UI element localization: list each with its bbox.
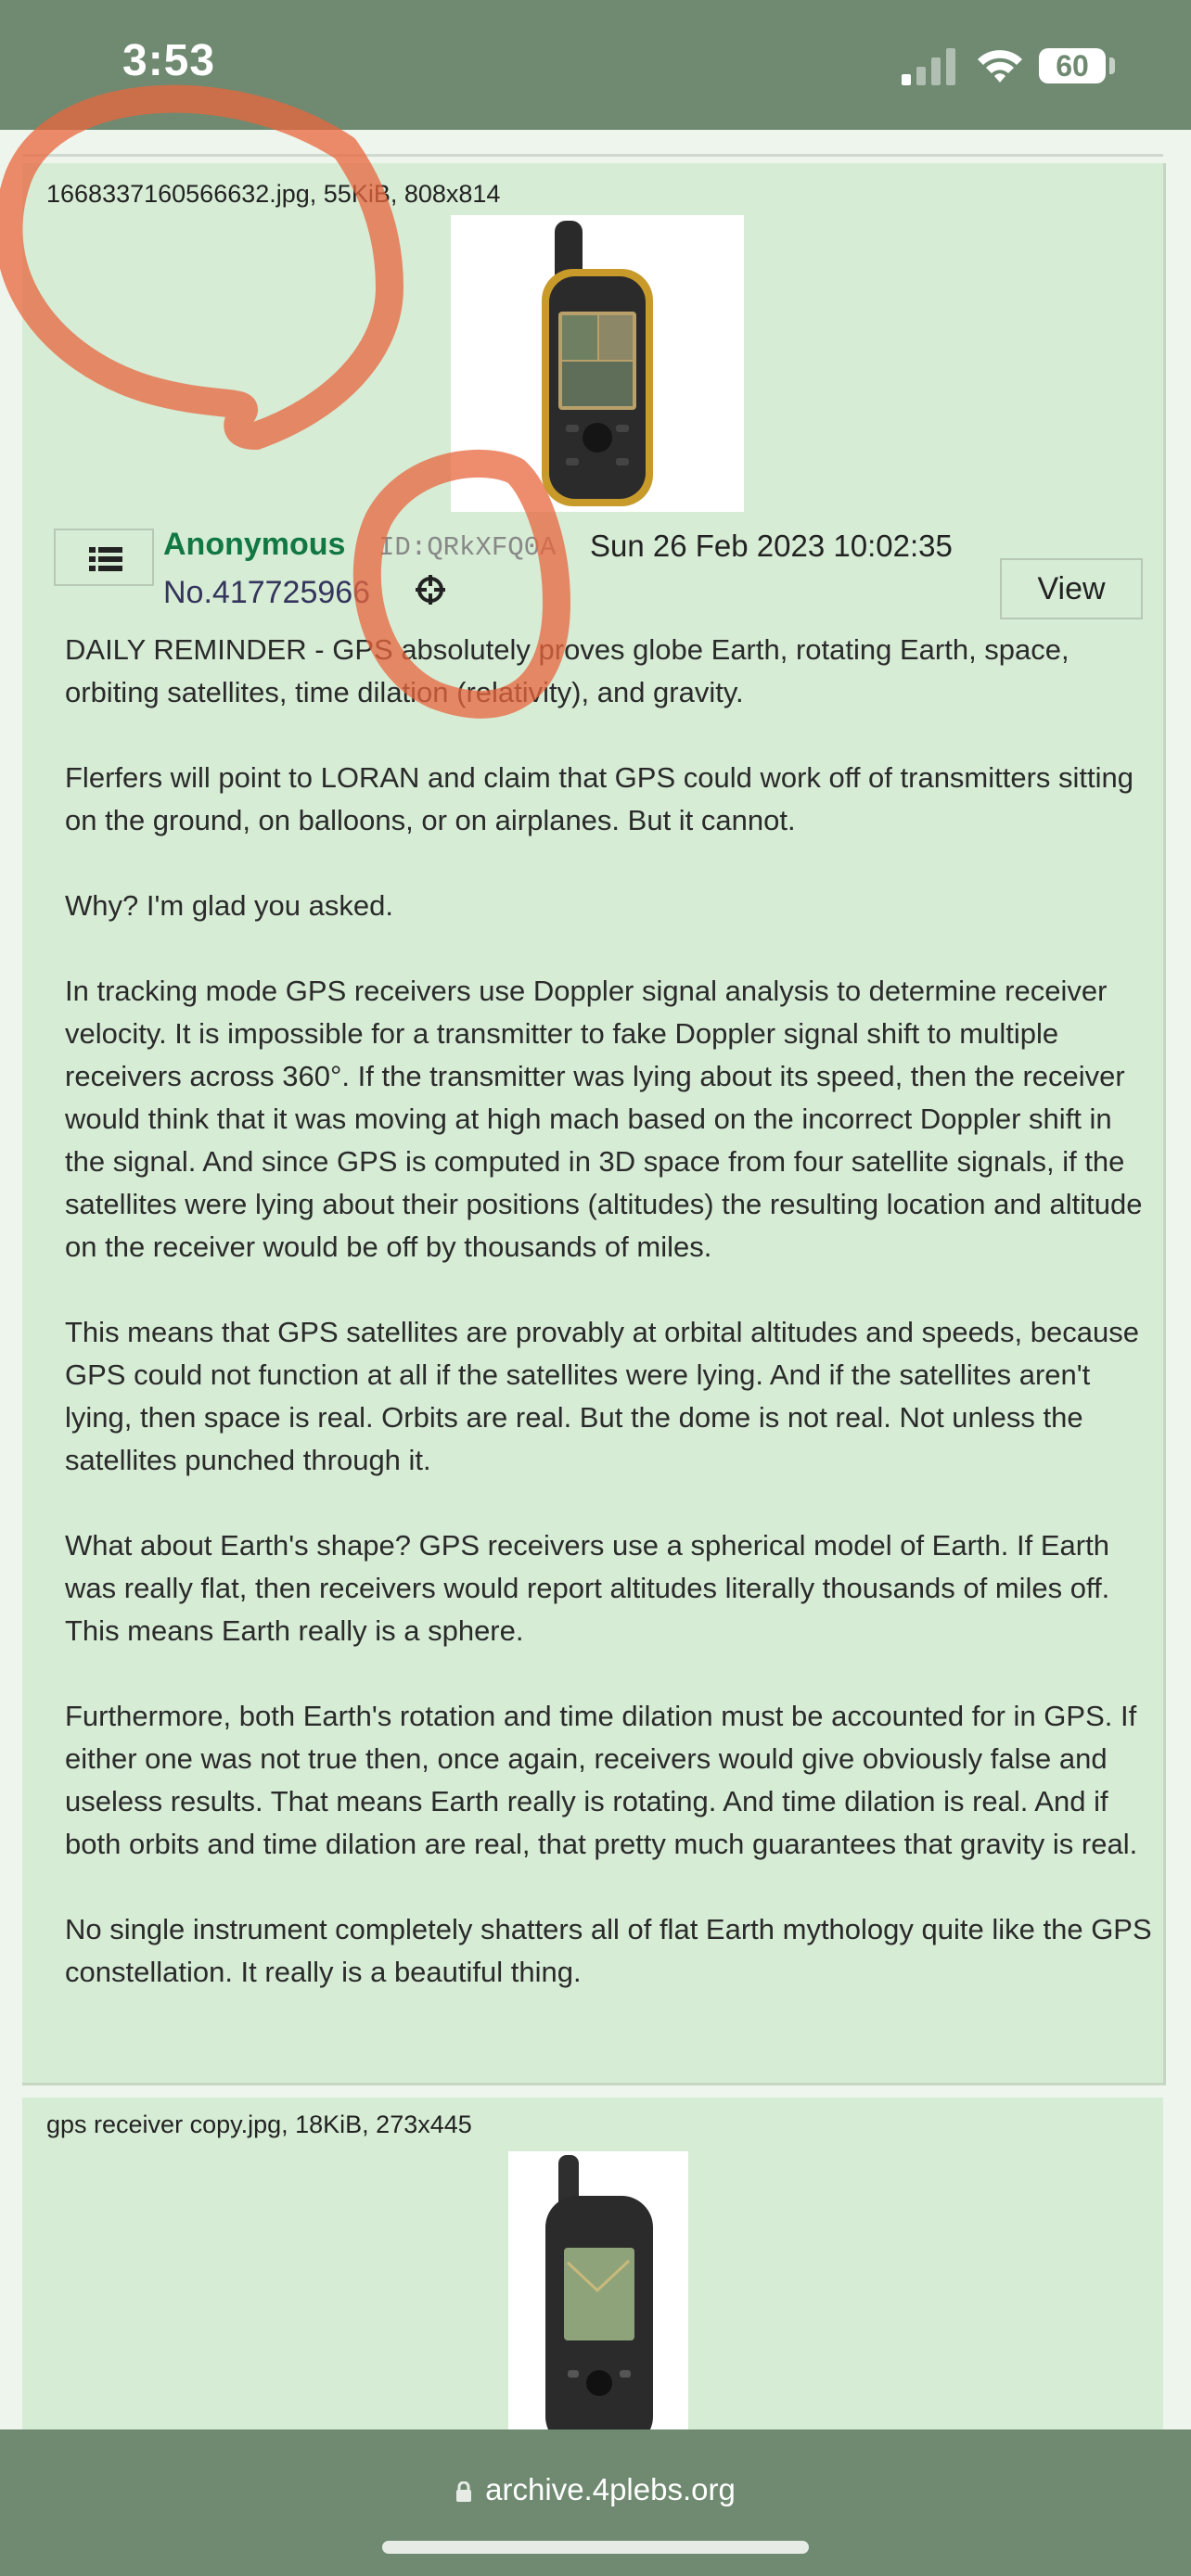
crosshair-icon[interactable] xyxy=(416,575,445,605)
file-info[interactable]: 1668337160566632.jpg, 55KiB, 808x814 xyxy=(46,180,501,208)
status-bar xyxy=(0,0,1191,130)
url-domain: archive.4plebs.org xyxy=(485,2472,736,2506)
post-number-link[interactable]: No.417725966 xyxy=(163,575,371,610)
post-paragraph: What about Earth's shape? GPS receivers use a spherical model of Earth. If Earth was really flat, then receivers would report altitudes literally thousands of miles off. This means Earth really is a sphere. xyxy=(65,1529,1110,1647)
cellular-signal-icon xyxy=(902,48,955,85)
post-paragraph: No single instrument completely shatters all of flat Earth mythology quite like the GPS constellation. It really is a beautiful thing. xyxy=(65,1913,1152,1988)
post-paragraph: Why? I'm glad you asked. xyxy=(65,889,393,922)
poster-name: Anonymous xyxy=(163,527,346,562)
lock-icon xyxy=(455,2481,472,2502)
post-image-gps-receiver[interactable] xyxy=(451,215,744,512)
home-indicator[interactable] xyxy=(382,2541,809,2554)
list-menu-icon xyxy=(89,547,122,571)
file-info[interactable]: gps receiver copy.jpg, 18KiB, 273x445 xyxy=(46,2111,472,2138)
post-paragraph: Furthermore, both Earth's rotation and time dilation must be accounted for in GPS. If either one was not true then, once again, receivers would give obviously false and useless results. That means Earth really is rotating. And time dilation is real. And if both orbits and time dilation are real, that pretty much guarantees that gravity is real. xyxy=(65,1700,1138,1860)
status-time: 3:53 xyxy=(122,36,216,85)
battery-icon: 60 xyxy=(1039,48,1106,83)
view-button[interactable]: View xyxy=(1000,558,1143,619)
battery-tip xyxy=(1109,57,1115,74)
post-paragraph: This means that GPS satellites are provably at orbital altitudes and speeds, because GPS could not function at all if the satellites were lying. And if the satellites aren't lying, then space is real. Orbits are real. But the dome is not real. Not unless the satellites punched through it. xyxy=(65,1316,1139,1476)
post-menu-button[interactable] xyxy=(54,529,154,586)
post-paragraph: DAILY REMINDER - GPS absolutely proves globe Earth, rotating Earth, space, orbiting satellites, time dilation (relativity), and gravity. xyxy=(65,633,1069,708)
thread-page xyxy=(0,130,1191,2429)
browser-url-bar[interactable] xyxy=(0,2429,1191,2576)
post-paragraph: Flerfers will point to LORAN and claim that GPS could work off of transmitters sitting on the ground, on balloons, or on airplanes. But it cannot. xyxy=(65,761,1134,836)
post-body xyxy=(65,629,1159,2036)
poster-id[interactable]: ID:QRkXFQ0A xyxy=(378,532,557,563)
post-date: Sun 26 Feb 2023 10:02:35 xyxy=(590,529,953,563)
wifi-icon xyxy=(974,45,1026,85)
next-post xyxy=(22,2098,1163,2468)
post xyxy=(22,163,1166,2085)
divider xyxy=(22,154,1163,157)
post-paragraph: In tracking mode GPS receivers use Doppler signal analysis to determine receiver velocity. It is impossible for a transmitter to fake Doppler signal shift to multiple receivers across 360°. If the transmitter was lying about its speed, then the receiver would think that it was moving at high mach based on the incorrect Doppler shift in the signal. And since GPS is computed in 3D space from four satellite signals, if the satellites were lying about their positions (altitudes) the resulting location and altitude on the receiver would be off by thousands of miles. xyxy=(65,975,1143,1263)
url-display[interactable] xyxy=(0,2472,1191,2507)
post-image-gps-receiver-2[interactable] xyxy=(508,2151,688,2448)
